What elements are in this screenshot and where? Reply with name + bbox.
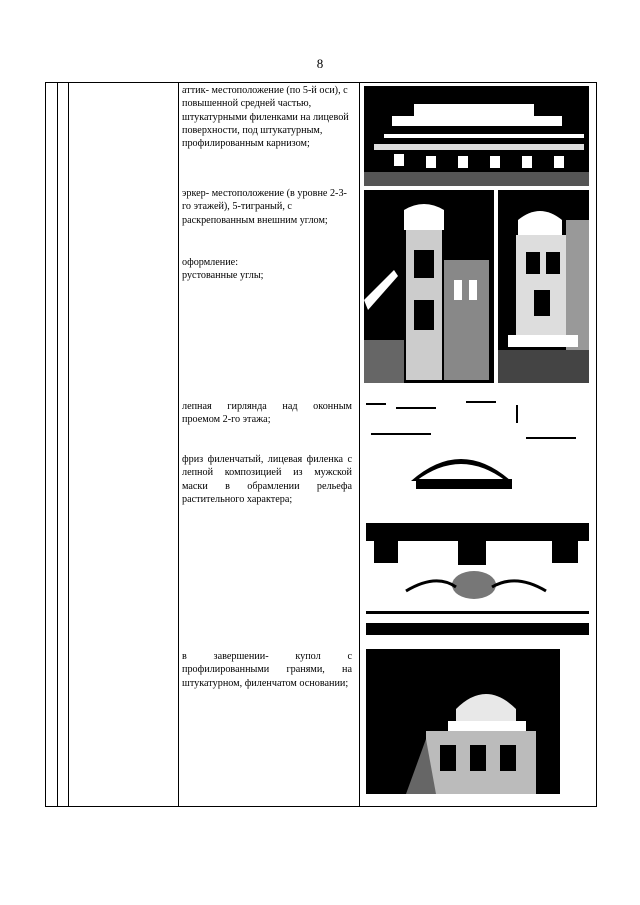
entry-attic <box>182 84 352 150</box>
photo-erker-right <box>498 190 589 383</box>
entry-decoration <box>182 256 352 283</box>
column-divider-2 <box>68 83 69 806</box>
photo-frieze <box>366 523 589 635</box>
entry-frieze <box>182 453 352 506</box>
decoration-item: рустованные углы; <box>182 270 264 282</box>
erker-text: эркер- местоположение (в уровне 2-3-го этажей), 5-тиграный, с раскрепованным внешним углом; <box>182 188 347 226</box>
photo-dome <box>366 649 560 794</box>
attic-text: аттик- местоположение (по 5-й оси), с повышенной средней частью, штукатурными филенками на лицевой поверхности, под штукатурным, профилированным карнизом; <box>182 85 349 150</box>
decoration-heading: оформление: <box>182 257 239 268</box>
column-divider-4 <box>359 83 360 806</box>
entry-garland <box>182 400 352 427</box>
dome-text: в завершении- купол с профилированными гранями, на штукатурном, филенчатом основании; <box>182 651 352 689</box>
column-divider-1 <box>57 83 58 806</box>
photo-garland <box>366 393 589 511</box>
frieze-text: фриз филенчатый, лицевая филенка с лепной композицией из мужской маски в обрамлении рельефа растительного характера; <box>182 454 352 505</box>
column-divider-3 <box>178 83 179 806</box>
page-number: 8 <box>316 56 324 71</box>
photo-attic <box>364 86 589 186</box>
entry-dome <box>182 650 352 690</box>
garland-text: лепная гирлянда над оконным проемом 2-го этажа; <box>182 401 352 426</box>
photo-erker-left <box>364 190 494 383</box>
entry-erker <box>182 187 352 227</box>
